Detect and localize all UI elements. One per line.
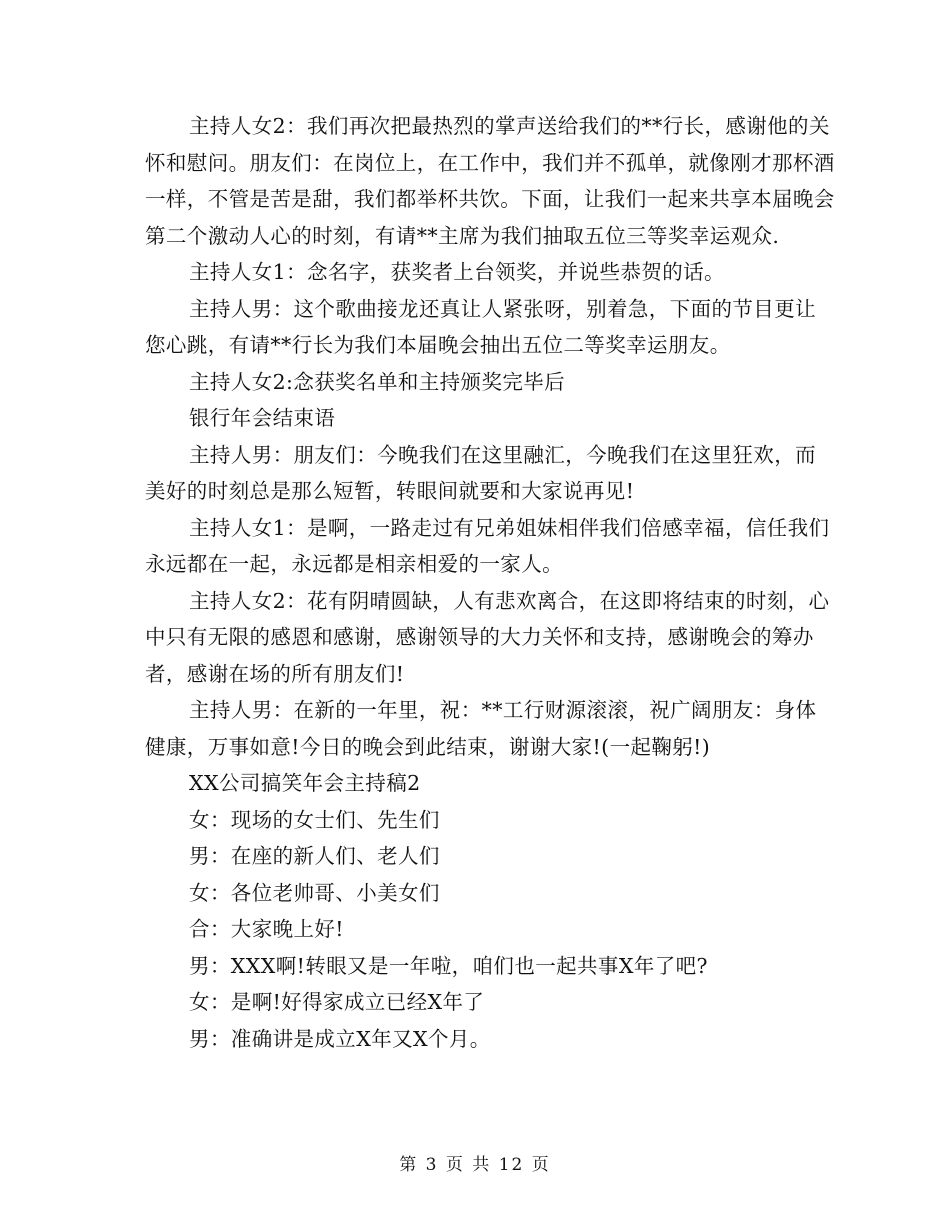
dialogue-line: 女：现场的女士们、先生们 [189, 807, 440, 832]
paragraph: 主持人女2:念获奖名单和主持颁奖完毕后 [189, 369, 566, 394]
paragraph: 主持人女1：念名字，获奖者上台领奖，并说些恭贺的话。 [189, 260, 725, 284]
paragraph: 主持人男：在新的一年里，祝：**工行财源滚滚，祝广阔朋友：身体健康，万事如意!今日的晚会到此结束，谢谢大家!(一起鞠躬!) [145, 698, 817, 759]
dialogue-line: 女：是啊!好得家成立已经X年了 [189, 990, 485, 1014]
paragraph: 主持人女2：我们再次把最热烈的掌声送给我们的**行长，感谢他的关怀和慰问。朋友们：在岗位上，在工作中，我们并不孤单，就像刚才那杯酒一样，不管是苦是甜，我们都举杯共饮。下面，让我们一起来共享本届晚会第二个激动人心的时刻，有请**主席为我们抽取五位三等奖幸运观众. [145, 114, 835, 248]
document-body [145, 108, 835, 1057]
dialogue-line: 男：XXX啊!转眼又是一年啦，咱们也一起共事X年了吧? [189, 953, 708, 978]
paragraph: 主持人女1：是啊，一路走过有兄弟姐妹相伴我们倍感幸福，信任我们永远都在一起，永远都是相亲相爱的一家人。 [145, 515, 830, 576]
dialogue-line: 男：准确讲是成立X年又X个月。 [189, 1026, 491, 1051]
dialogue-line: 合：大家晚上好! [189, 917, 344, 941]
section-heading: XX公司搞笑年会主持稿2 [189, 771, 421, 795]
dialogue-line: 女：各位老帅哥、小美女们 [189, 880, 440, 905]
paragraph: 主持人女2：花有阴晴圆缺，人有悲欢离合，在这即将结束的时刻，心中只有无限的感恩和感谢，感谢领导的大力关怀和支持，感谢晚会的筹办者，感谢在场的所有朋友们! [145, 588, 830, 686]
paragraph: 主持人男：朋友们：今晚我们在这里融汇，今晚我们在这里狂欢，而美好的时刻总是那么短暂，转眼间就要和大家说再见! [145, 442, 816, 503]
dialogue-line: 男：在座的新人们、老人们 [189, 844, 440, 868]
paragraph: 主持人男：这个歌曲接龙还真让人紧张呀，别着急，下面的节目更让您心跳，有请**行长为我们本届晚会抽出五位二等奖幸运朋友。 [145, 296, 816, 357]
page-number-footer: 第 3 页 共 12 页 [399, 1155, 551, 1175]
section-heading: 银行年会结束语 [189, 406, 336, 430]
